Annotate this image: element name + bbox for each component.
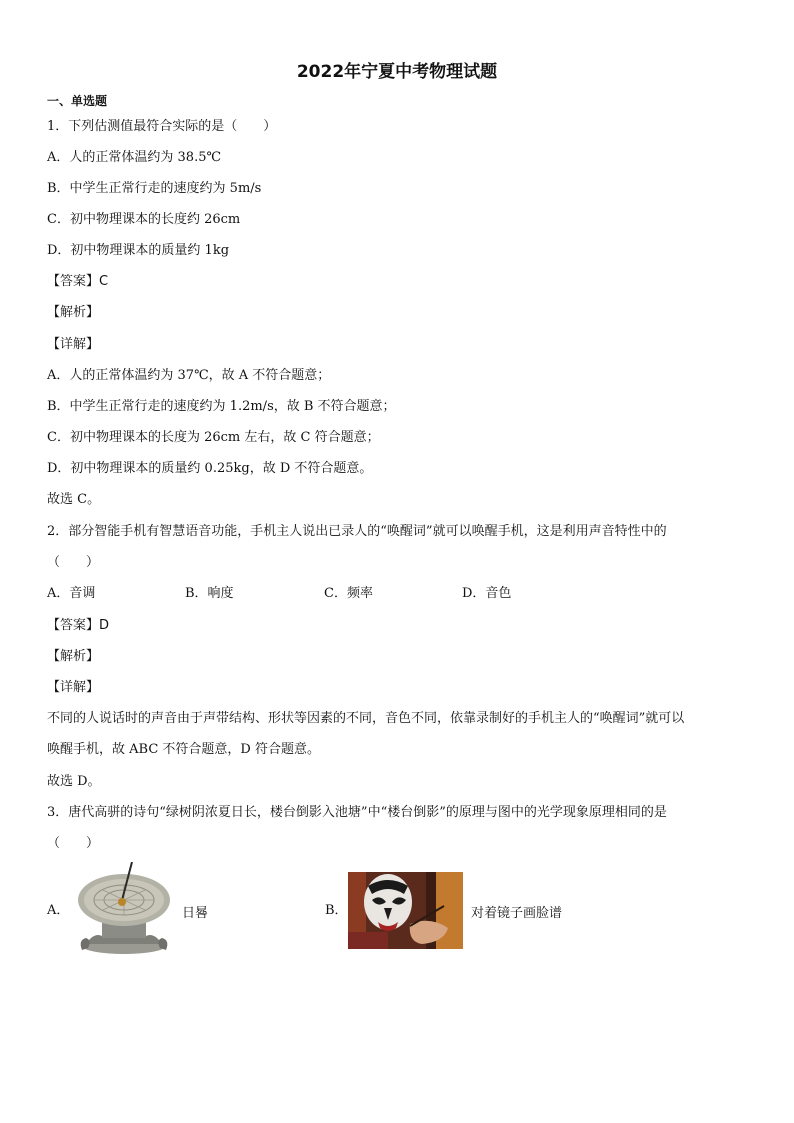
question-1-explanation-c: C．初中物理课本的长度为 26cm 左右，故 C 符合题意； (47, 430, 380, 445)
question-2-answer: 【答案】D (47, 618, 110, 633)
question-3-option-a-caption: 日晷 (182, 906, 209, 921)
question-2-explanation-line-2: 唤醒手机，故 ABC 不符合题意，D 符合题意。 (47, 742, 320, 757)
question-2-option-d: D．音色 (462, 586, 512, 601)
question-2-option-a: A．音调 (47, 586, 96, 601)
question-2-analysis: 【解析】 (47, 649, 100, 664)
question-1-option-a: A．人的正常体温约为 38.5℃ (47, 150, 222, 165)
question-2-option-b: B．响度 (185, 586, 234, 601)
question-2-conclusion: 故选 D。 (47, 774, 101, 789)
question-3-stem: 3．唐代高骈的诗句“绿树阴浓夏日长，楼台倒影入池塘”中“楼台倒影”的原理与图中的光学现象原理相同的是 (47, 805, 667, 820)
question-1-option-b: B．中学生正常行走的速度约为 5m/s (47, 181, 262, 196)
question-1-explanation-b: B．中学生正常行走的速度约为 1.2m/s，故 B 不符合题意； (47, 399, 396, 414)
question-3-option-b-letter: B． (325, 903, 348, 918)
question-3-option-b-caption: 对着镜子画脸谱 (471, 906, 563, 921)
section-heading: 一、单选题 (47, 94, 108, 108)
question-2-option-c: C．频率 (324, 586, 373, 601)
question-2-stem-cont: （ ） (47, 555, 100, 570)
question-1-option-d: D．初中物理课本的质量约 1kg (47, 243, 230, 258)
face-painting-mirror-image (348, 872, 463, 949)
question-1-explanation-d: D．初中物理课本的质量约 0.25kg，故 D 不符合题意。 (47, 461, 373, 476)
question-1-stem: 1．下列估测值最符合实际的是（ ） (47, 119, 277, 134)
question-2-detail: 【详解】 (47, 680, 100, 695)
question-3-option-a-letter: A． (47, 903, 70, 918)
question-3-stem-cont: （ ） (47, 836, 100, 851)
question-2-explanation-line-1: 不同的人说话时的声音由于声带结构、形状等因素的不同，音色不同，依靠录制好的手机主人的“唤醒词”就可以 (47, 711, 685, 726)
question-1-detail: 【详解】 (47, 337, 100, 352)
question-1-analysis: 【解析】 (47, 305, 100, 320)
question-1-option-c: C．初中物理课本的长度约 26cm (47, 212, 241, 227)
page-title: 2022年宁夏中考物理试题 (296, 62, 498, 82)
question-2-stem: 2．部分智能手机有智慧语音功能，手机主人说出已录人的“唤醒词”就可以唤醒手机，这是利用声音特性中的 (47, 524, 667, 539)
sundial-image (72, 862, 176, 958)
question-1-explanation-a: A．人的正常体温约为 37℃，故 A 不符合题意； (47, 368, 331, 383)
question-1-conclusion: 故选 C。 (47, 492, 101, 507)
question-1-answer: 【答案】C (47, 274, 109, 289)
